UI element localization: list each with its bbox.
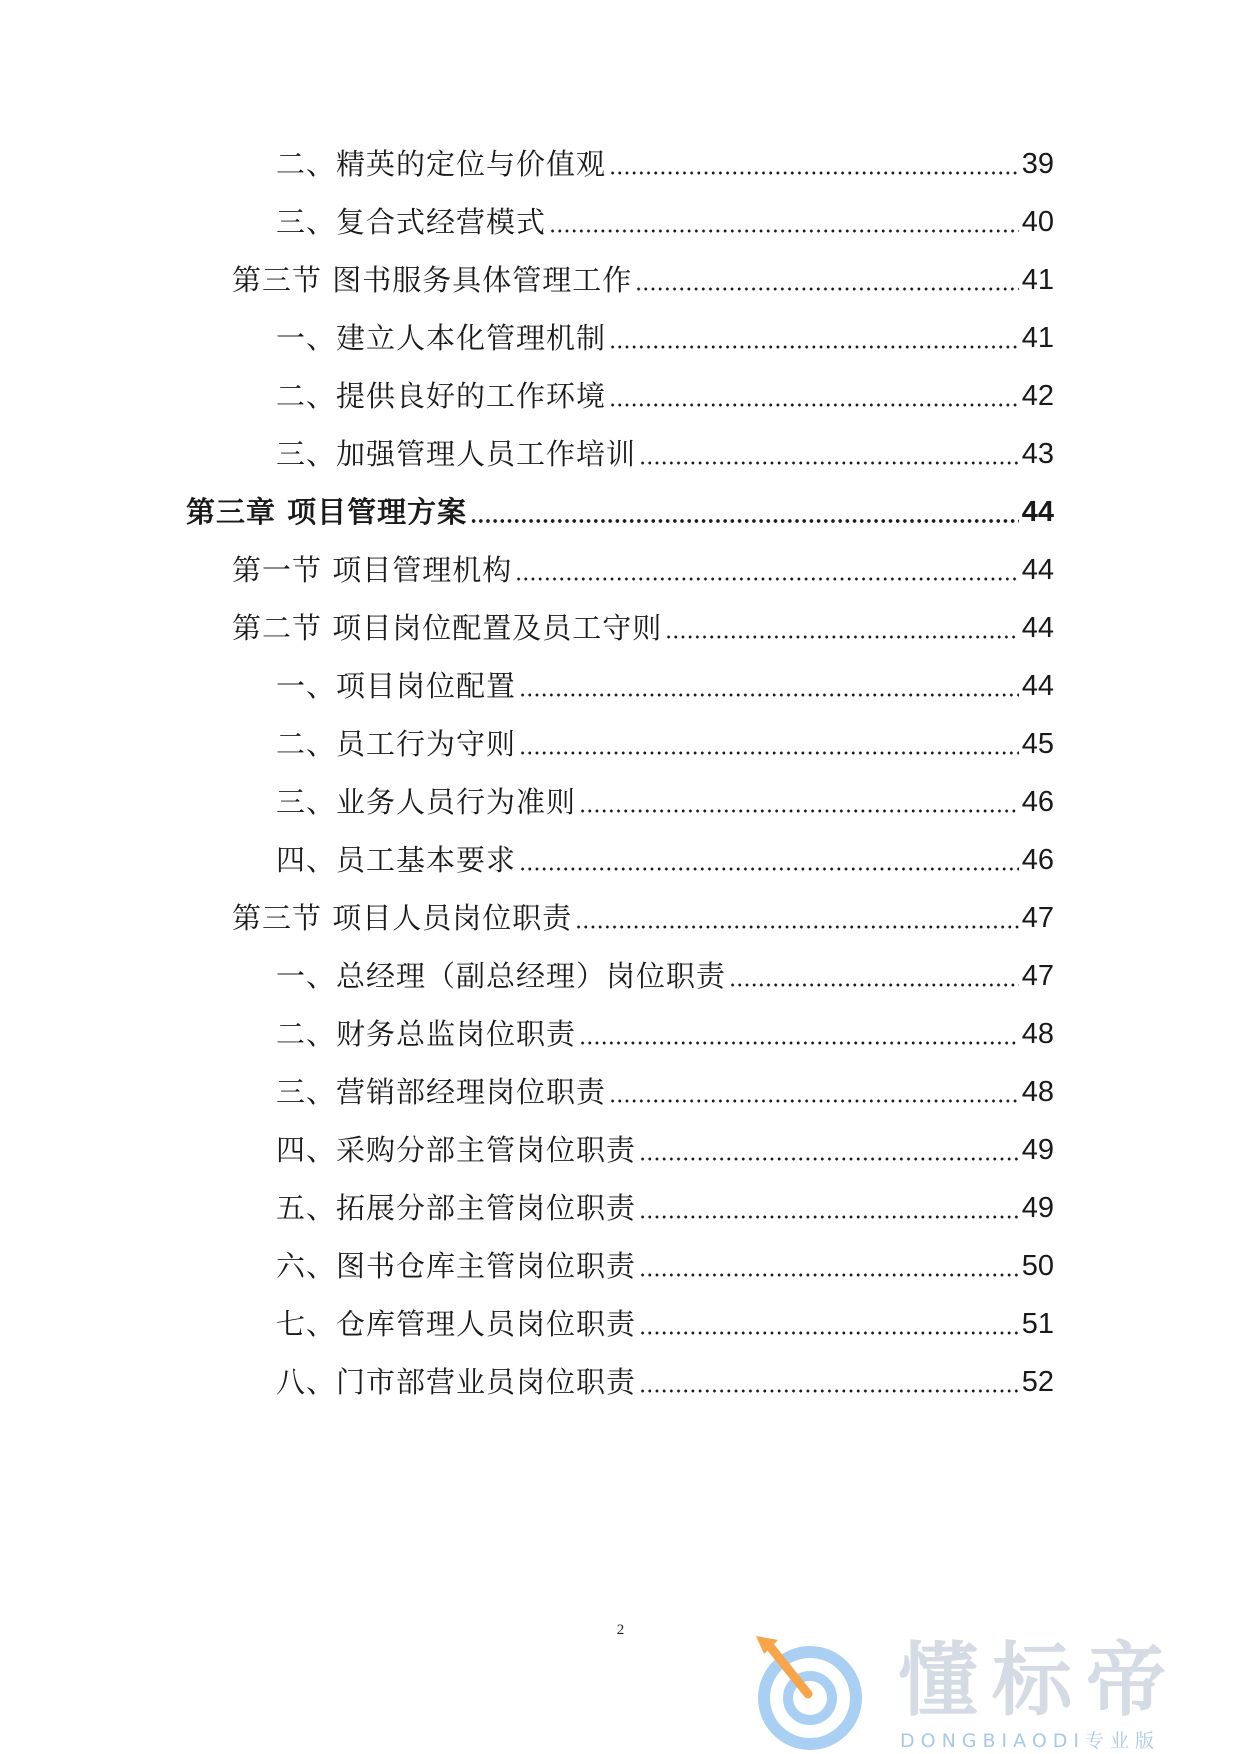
- toc-entry-chapter[interactable]: [186, 488, 1054, 532]
- toc-dot-leader: [609, 345, 1019, 349]
- toc-entry-page: 51: [1021, 1308, 1054, 1340]
- toc-entry-title: 第三节 项目人员岗位职责: [232, 901, 573, 935]
- page-number: 2: [616, 1622, 625, 1638]
- toc-dot-leader: [575, 925, 1019, 929]
- toc-entry[interactable]: [276, 372, 1054, 416]
- toc-entry-page: 46: [1021, 844, 1054, 876]
- toc-entry-page: 41: [1021, 264, 1054, 296]
- toc-entry[interactable]: [276, 1126, 1054, 1170]
- target-logo-icon: [748, 1632, 868, 1754]
- toc-dot-leader: [639, 1215, 1019, 1219]
- toc-entry-page: 49: [1021, 1134, 1054, 1166]
- toc-entry-page: 44: [1021, 670, 1054, 702]
- toc-dot-leader: [470, 519, 1019, 523]
- toc-dot-leader: [729, 983, 1019, 987]
- toc-entry-title: 二、员工行为守则: [276, 727, 517, 761]
- toc-entry-title: 三、业务人员行为准则: [276, 785, 577, 819]
- toc-entry-page: 47: [1021, 960, 1054, 992]
- toc-dot-leader: [609, 403, 1019, 407]
- toc-dot-leader: [519, 867, 1019, 871]
- watermark-brand: 懂标帝: [898, 1634, 1180, 1727]
- toc-entry-page: 46: [1021, 786, 1054, 818]
- toc-entry-title: 四、采购分部主管岗位职责: [276, 1133, 637, 1167]
- toc-dot-leader: [579, 809, 1019, 813]
- toc-dot-leader: [639, 461, 1019, 465]
- toc-entry-title: 二、财务总监岗位职责: [276, 1017, 577, 1051]
- toc-entry[interactable]: [276, 1358, 1054, 1402]
- toc-entry[interactable]: [276, 1300, 1054, 1344]
- toc-entry-title: 第三章 项目管理方案: [186, 495, 468, 529]
- toc-entry-title: 五、拓展分部主管岗位职责: [276, 1191, 637, 1225]
- toc-entry[interactable]: [276, 1242, 1054, 1286]
- toc-dot-leader: [639, 1273, 1019, 1277]
- toc-entry[interactable]: [276, 430, 1054, 474]
- toc-dot-leader: [519, 751, 1019, 755]
- toc-entry-page: 42: [1021, 380, 1054, 412]
- toc-entry[interactable]: [232, 604, 1054, 648]
- toc-dot-leader: [639, 1389, 1019, 1393]
- toc-entry-title: 第一节 项目管理机构: [232, 553, 513, 587]
- toc-entry-page: 44: [1021, 496, 1054, 528]
- toc-entry[interactable]: [232, 256, 1054, 300]
- toc-entry-page: 40: [1021, 206, 1054, 238]
- toc-entry-page: 39: [1021, 148, 1054, 180]
- toc-entry-page: 45: [1021, 728, 1054, 760]
- toc-entry[interactable]: [276, 140, 1054, 184]
- toc-entry-page: 48: [1021, 1018, 1054, 1050]
- toc-entry[interactable]: [276, 1184, 1054, 1228]
- toc-entry[interactable]: [276, 778, 1054, 822]
- toc-dot-leader: [515, 577, 1019, 581]
- toc-entry-page: 49: [1021, 1192, 1054, 1224]
- toc-entry-title: 第二节 项目岗位配置及员工守则: [232, 611, 663, 645]
- toc-entry[interactable]: [276, 1010, 1054, 1054]
- toc-entry-title: 一、总经理（副总经理）岗位职责: [276, 959, 727, 993]
- toc-entry-page: 50: [1021, 1250, 1054, 1282]
- toc-entry-title: 二、精英的定位与价值观: [276, 147, 607, 181]
- toc-entry-title: 二、提供良好的工作环境: [276, 379, 607, 413]
- toc-entry-title: 四、员工基本要求: [276, 843, 517, 877]
- toc-entry[interactable]: [276, 720, 1054, 764]
- toc-entry[interactable]: [276, 952, 1054, 996]
- toc-dot-leader: [549, 229, 1019, 233]
- toc-entry-title: 三、加强管理人员工作培训: [276, 437, 637, 471]
- toc-entry[interactable]: [232, 894, 1054, 938]
- toc-entry[interactable]: [276, 836, 1054, 880]
- watermark-subtitle: DONGBIAODI专业版: [900, 1730, 1161, 1752]
- toc-entry-page: 44: [1021, 554, 1054, 586]
- toc-entry-title: 八、门市部营业员岗位职责: [276, 1365, 637, 1399]
- toc-entry-title: 一、建立人本化管理机制: [276, 321, 607, 355]
- toc-entry[interactable]: [276, 314, 1054, 358]
- toc-dot-leader: [635, 287, 1019, 291]
- toc-entry-page: 43: [1021, 438, 1054, 470]
- toc-entry[interactable]: [276, 662, 1054, 706]
- toc-entry-page: 47: [1021, 902, 1054, 934]
- toc-entry-title: 七、仓库管理人员岗位职责: [276, 1307, 637, 1341]
- toc-entry-page: 44: [1021, 612, 1054, 644]
- toc-entry-page: 48: [1021, 1076, 1054, 1108]
- toc-dot-leader: [609, 171, 1019, 175]
- toc-dot-leader: [665, 635, 1019, 639]
- toc-entry[interactable]: [232, 546, 1054, 590]
- toc-entry-title: 三、营销部经理岗位职责: [276, 1075, 607, 1109]
- toc-entry-title: 一、项目岗位配置: [276, 669, 517, 703]
- toc-entry[interactable]: [276, 1068, 1054, 1112]
- toc-entry-page: 41: [1021, 322, 1054, 354]
- toc-entry-page: 52: [1021, 1366, 1054, 1398]
- toc-dot-leader: [579, 1041, 1019, 1045]
- toc-dot-leader: [609, 1099, 1019, 1103]
- toc-dot-leader: [639, 1157, 1019, 1161]
- toc-entry[interactable]: [276, 198, 1054, 242]
- toc-entry-title: 第三节 图书服务具体管理工作: [232, 263, 633, 297]
- toc-dot-leader: [639, 1331, 1019, 1335]
- toc-dot-leader: [519, 693, 1019, 697]
- watermark: [748, 1632, 1228, 1754]
- toc-entry-title: 三、复合式经营模式: [276, 205, 547, 239]
- toc-entry-title: 六、图书仓库主管岗位职责: [276, 1249, 637, 1283]
